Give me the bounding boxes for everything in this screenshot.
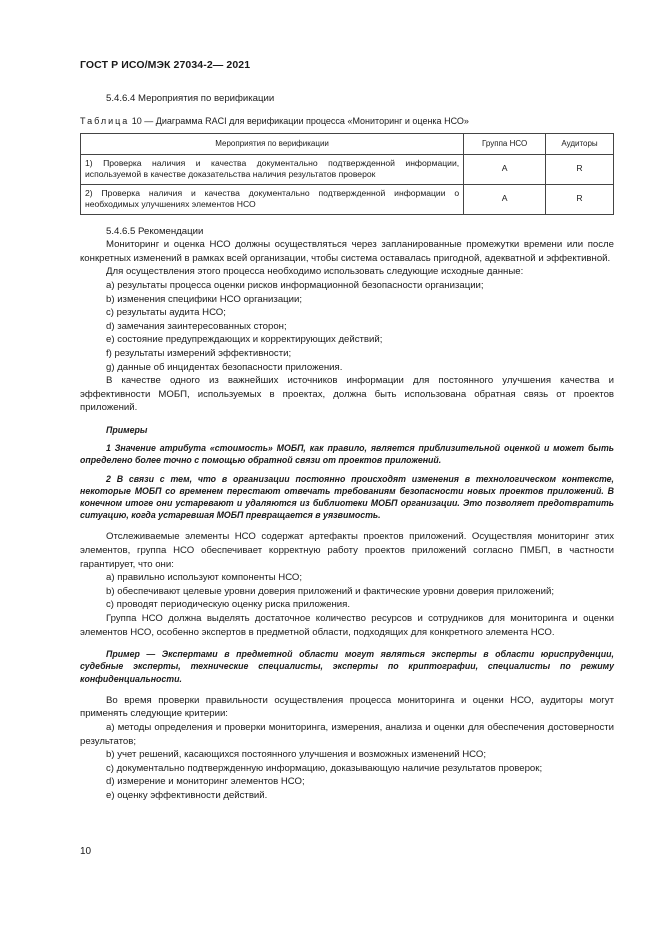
list-item: b) изменения специфики НСО организации; (106, 293, 303, 305)
table-caption (80, 115, 614, 129)
list-item: e) оценку эффективности действий. (106, 789, 268, 801)
table-cell-auditors: R (546, 154, 614, 184)
table-header-row (81, 134, 614, 155)
table-row (81, 154, 614, 184)
example-note: 2 В связи с тем, что в организации постоянно происходят изменения в технологическом контексте, некоторые МОБП со временем перестают отвечать требованиям безопасности новых проектов приложений. В конечном итоге они устаревают и удаляются из библиотеки МОБП организации. Это позволяет предотвратить ситуацию, когда устаревшая МОБП превращается в уязвимость. (80, 473, 614, 521)
table-cell-activity: 2) Проверка наличия и качества документально подтвержденной информации о необходимых улучшениях элементов НСО (81, 184, 464, 214)
section-title-5465: 5.4.6.5 Рекомендации (106, 225, 204, 237)
paragraph: В качестве одного из важнейших источников информации для постоянного улучшения качества и эффективности МОБП, используемых в проектах, должна быть использована обратная связь от проектов приложений. (80, 375, 614, 414)
paragraph: Отслеживаемые элементы НСО содержат артефакты проектов приложений. Осуществляя мониторинг этих элементов, группа НСО обеспечивает корректную работу проектов приложений согласно ПМБП, в частности гарантирует, что они: (80, 531, 614, 570)
table-header-group: Группа НСО (464, 134, 546, 155)
table-cell-auditors: R (546, 184, 614, 214)
paragraph: Для осуществления этого процесса необходимо использовать следующие исходные данные: (106, 266, 524, 278)
paragraph: Во время проверки правильности осуществления процесса мониторинга и оценки НСО, аудиторы могут применять следующие критерии: (80, 694, 614, 720)
page-number: 10 (80, 846, 92, 857)
list-item: d) замечания заинтересованных сторон; (106, 320, 287, 332)
page-content (80, 92, 614, 803)
example-note: Пример — Экспертами в предметной области могут являться эксперты в области юриспруденции, судебные эксперты, технические специалисты, эксперты по криптографии, специалисты по режиму конфиденциальности. (80, 649, 614, 684)
list-item: a) результаты процесса оценки рисков информационной безопасности организации; (106, 280, 484, 292)
list-item: a) правильно используют компоненты НСО; (106, 572, 303, 584)
standard-header: ГОСТ Р ИСО/МЭК 27034-2— 2021 (80, 59, 251, 71)
list-item: g) данные об инцидентах безопасности приложения. (106, 361, 343, 373)
table-header-auditors: Аудиторы (546, 134, 614, 155)
table-row (81, 184, 614, 214)
list-item: a) методы определения и проверки мониторинга, измерения, анализа и оценки для обеспечения достоверности результатов; (80, 721, 614, 747)
paragraph: Мониторинг и оценка НСО должны осуществляться через запланированные промежутки времени или после конкретных изменений в рамках всей организации, чтобы система оставалась пригодной, адекватной и эффективной. (80, 239, 614, 264)
section-title-5464: 5.4.6.4 Мероприятия по верификации (106, 93, 275, 104)
table-caption-word: Таблица (80, 115, 130, 126)
list-item: b) учет решений, касающихся постоянного улучшения и возможных изменений НСО; (106, 749, 486, 761)
list-item: c) результаты аудита НСО; (106, 307, 226, 319)
table-cell-group: A (464, 184, 546, 214)
examples-title: Примеры (106, 425, 148, 435)
table-header-activity: Мероприятия по верификации (81, 134, 464, 155)
table-cell-group: A (464, 154, 546, 184)
example-note: 1 Значение атрибута «стоимость» МОБП, как правило, является приблизительной оценкой и может быть определено более точно с помощью обратной связи от проектов приложений. (80, 443, 614, 466)
raci-table (80, 133, 614, 215)
list-item: c) проводят периодическую оценку риска приложения. (106, 599, 351, 611)
list-item: f) результаты измерений эффективности; (106, 348, 292, 360)
table-cell-activity: 1) Проверка наличия и качества документально подтвержденной информации, используемой в качестве доказательства наличия результатов проверок (81, 154, 464, 184)
list-item: e) состояние предупреждающих и корректирующих действий; (106, 334, 383, 346)
list-item: d) измерение и мониторинг элементов НСО; (106, 776, 305, 788)
table-caption-text: 10 — Диаграмма RACI для верификации процесса «Мониторинг и оценка НСО» (129, 115, 469, 126)
list-item: b) обеспечивают целевые уровни доверия приложений и фактические уровни доверия приложений; (106, 585, 555, 597)
list-item: c) документально подтвержденную информацию, доказывающую наличие результатов проверок; (106, 762, 543, 774)
paragraph: Группа НСО должна выделять достаточное количество ресурсов и сотрудников для мониторинга и оценки элементов НСО, особенно экспертов в предметной области, подходящих для конкретного элемента НСО. (80, 612, 614, 638)
